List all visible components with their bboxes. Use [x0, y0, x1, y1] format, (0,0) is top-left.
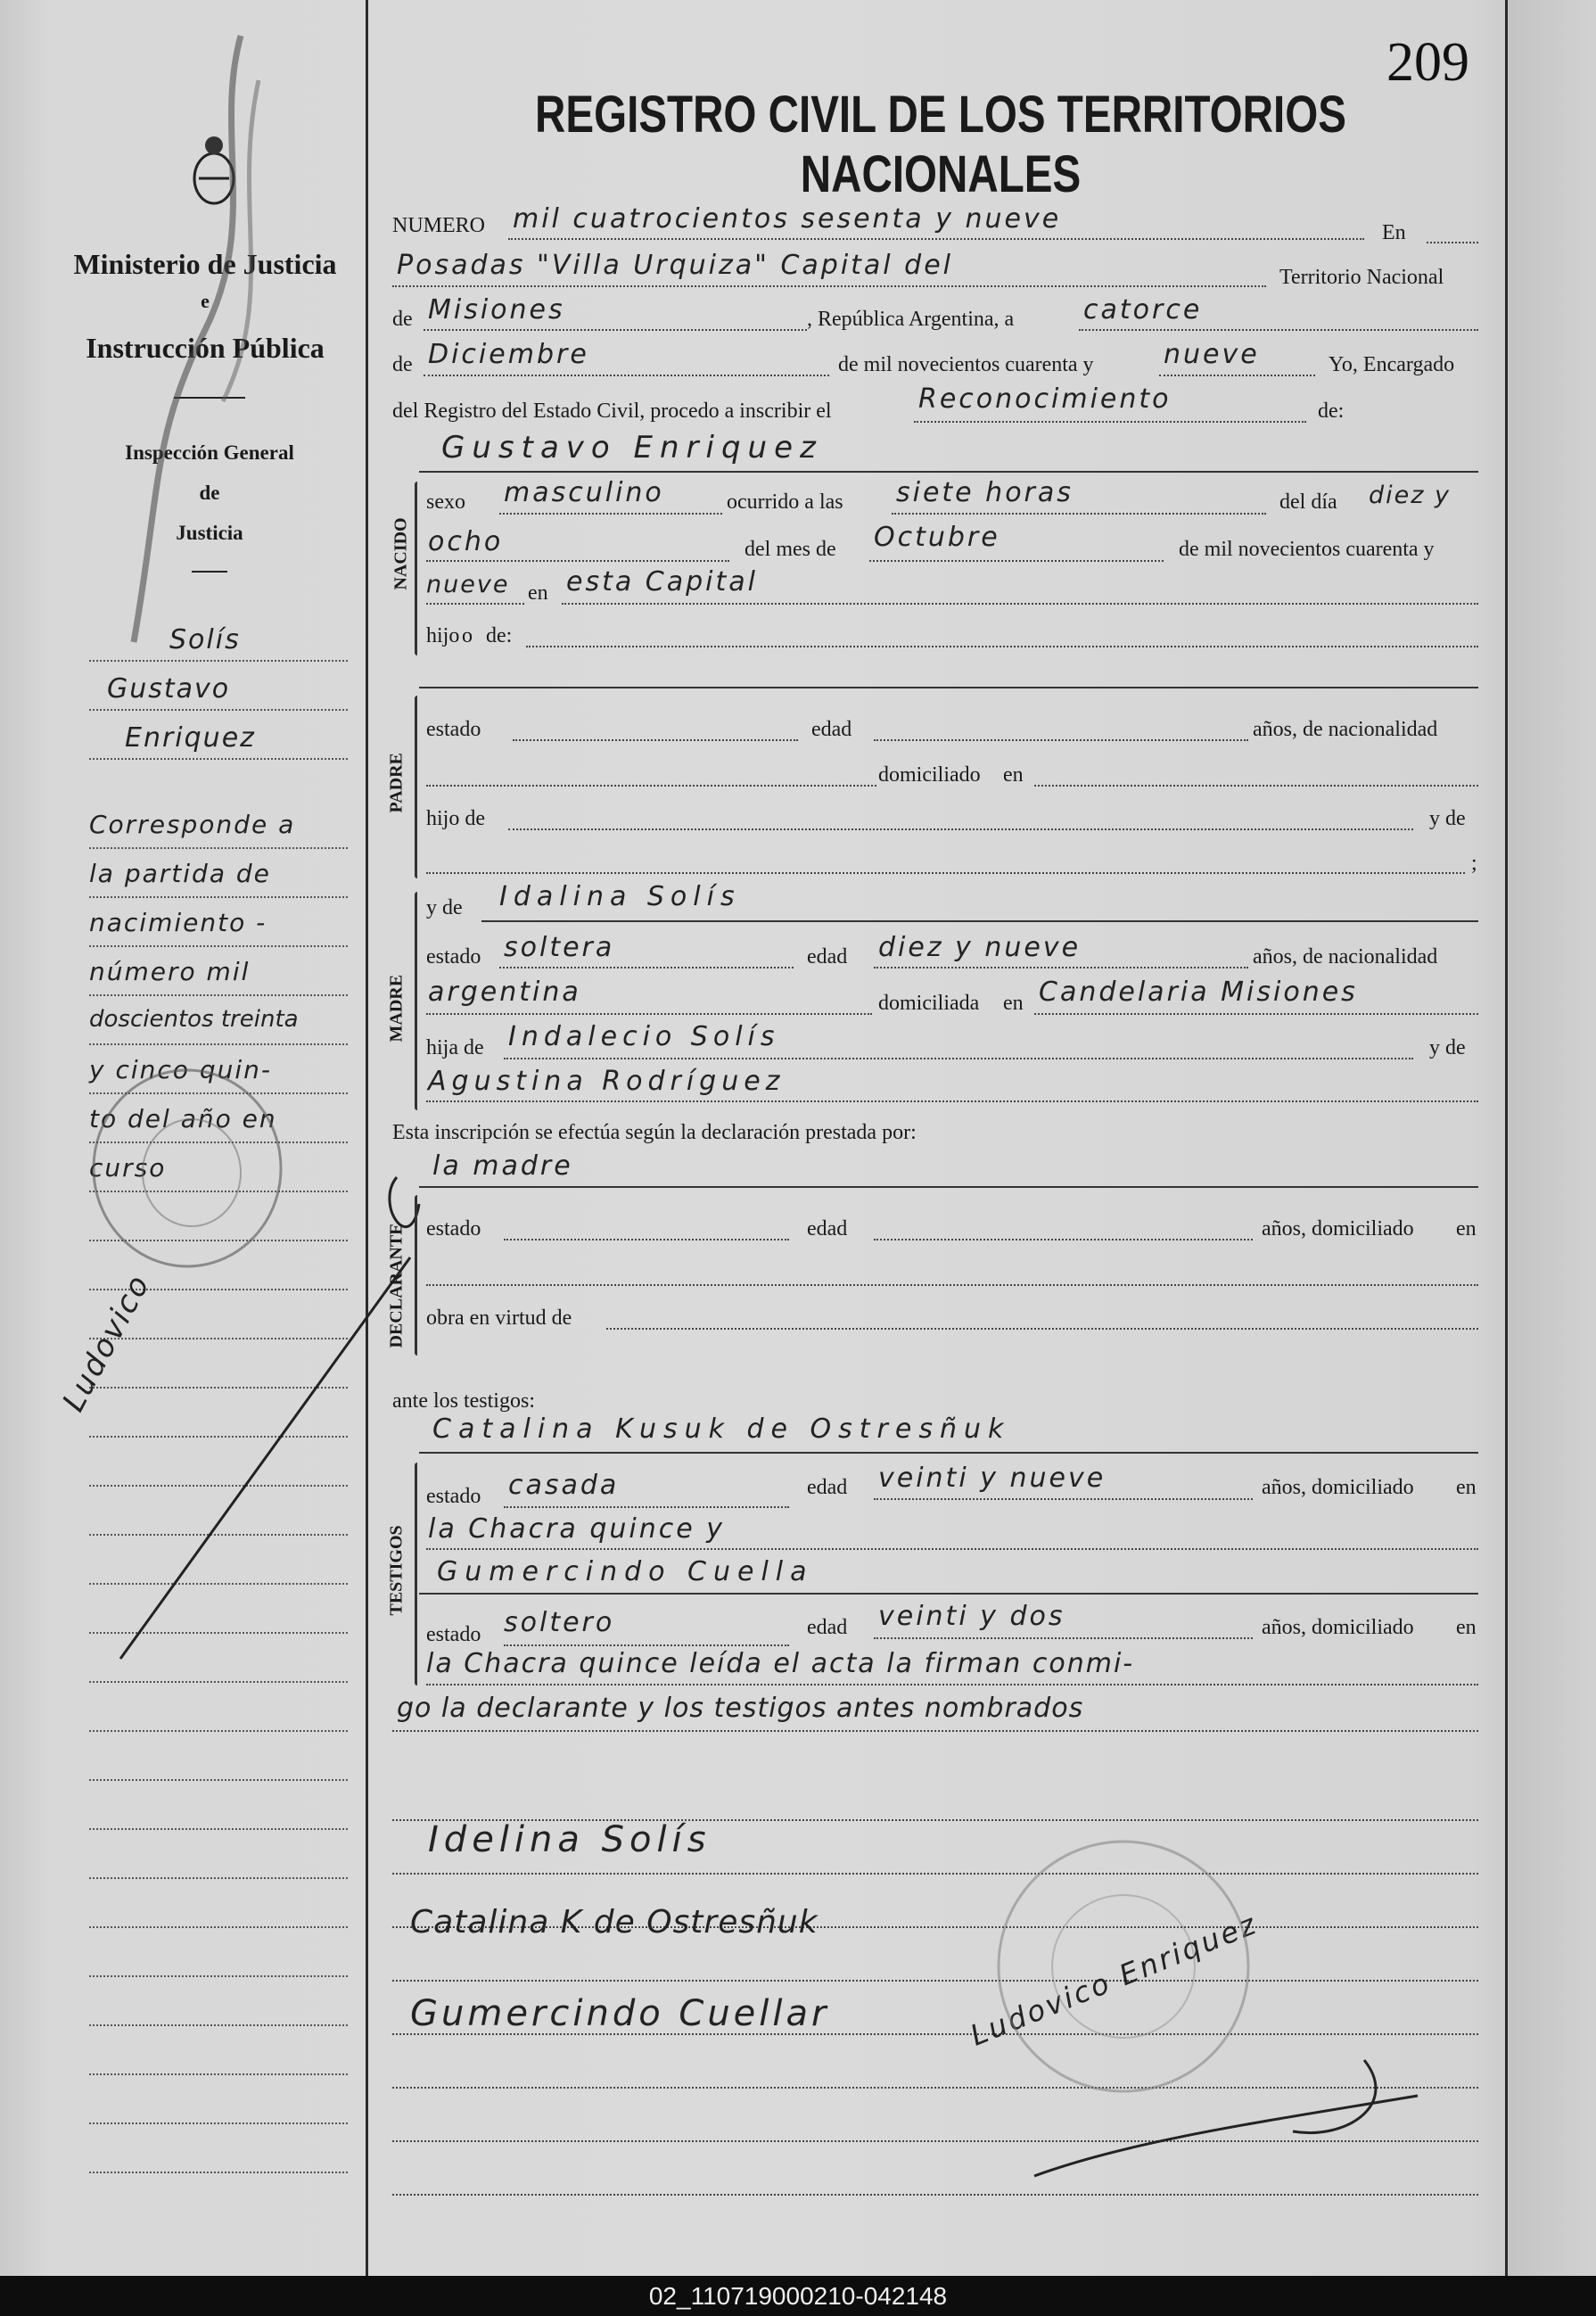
- madre-edad-value: diez y nueve: [878, 932, 1082, 963]
- madre-nationality-value: argentina: [428, 977, 581, 1008]
- nacido-place-value: esta Capital: [566, 566, 758, 598]
- margin-line-8: curso: [89, 1153, 167, 1183]
- year-value: nueve: [1164, 339, 1260, 370]
- margin-line-5: doscientos treinta: [89, 1006, 299, 1033]
- madre-father-value: Indalecio Solís: [508, 1021, 780, 1052]
- en-label: En: [1382, 221, 1406, 244]
- closing-text: go la declarante y los testigos antes nombrados: [397, 1693, 1084, 1724]
- padre-semicolon: ;: [1471, 852, 1477, 875]
- signature-4: Ludovico Enriquez: [965, 1906, 1263, 2053]
- act-value: Reconocimiento: [918, 383, 1172, 415]
- margin-line-1: Corresponde a: [89, 810, 296, 839]
- padre-domiciliado-label: domiciliado: [878, 763, 981, 787]
- del-dia-label: del día: [1279, 490, 1337, 514]
- madre-hija-de-label: hija de: [426, 1036, 484, 1059]
- signature-1: Idelina Solís: [428, 1819, 712, 1860]
- nacido-year-label: de mil novecientos cuarenta y: [1179, 538, 1435, 561]
- nacido-en-label: en: [528, 581, 548, 605]
- madre-section-label: MADRE: [386, 974, 407, 1043]
- signature-3: Gumercindo Cuellar: [410, 1993, 830, 2034]
- page-title: REGISTRO CIVIL DE LOS TERRITORIOS NACIONALES: [535, 86, 1346, 203]
- diagonal-ink-line-icon: [107, 1150, 428, 1668]
- pencil-scribble-icon: [107, 27, 285, 651]
- margin-signature: Ludovico: [55, 1268, 158, 1418]
- margin-surname: Solís: [169, 624, 241, 655]
- padre-estado-label: estado: [426, 718, 481, 741]
- padre-section-label: PADRE: [386, 753, 407, 813]
- madre-y-de-label: y de: [426, 896, 463, 919]
- inspection-line2: de: [199, 482, 220, 504]
- inspection-line1: Inspección General: [125, 441, 294, 464]
- child-name: Gustavo Enriquez: [441, 430, 823, 466]
- sexo-value: masculino: [504, 477, 664, 508]
- madre-edad-label: edad: [807, 945, 848, 968]
- page-number: 209: [1386, 32, 1469, 93]
- madre-estado-label: estado: [426, 945, 481, 968]
- w2-edad-value: veinti y dos: [878, 1601, 1065, 1632]
- month-value: Diciembre: [428, 339, 589, 370]
- testigos-section-label: TESTIGOS: [386, 1525, 407, 1616]
- day-value-a: diez y: [1369, 482, 1451, 509]
- ministry-line1: Ministerio de Justicia: [73, 248, 337, 280]
- year-label: de mil novecientos cuarenta y: [838, 353, 1094, 376]
- margin-line-4: número mil: [89, 957, 251, 986]
- signature-flourish-icon: [1025, 1962, 1436, 2185]
- declarante-section-label: DECLARANTE: [386, 1223, 407, 1348]
- padre-hijo-de-label: hijo de: [426, 807, 485, 830]
- nacido-year-value: nueve: [426, 571, 510, 598]
- madre-name-value: Idalina Solís: [499, 881, 741, 912]
- mes-label: del mes de: [745, 538, 836, 561]
- w2-domicile: la Chacra quince leída el acta la firman conmi-: [426, 1648, 1135, 1679]
- w2-anos-label: años, domiciliado: [1262, 1616, 1414, 1639]
- sexo-label: sexo: [426, 490, 465, 514]
- numero-value: mil cuatrocientos sesenta y nueve: [513, 203, 1062, 235]
- madre-domicile-value: Candelaria Misiones: [1039, 977, 1358, 1008]
- witness1-name: Catalina Kusuk de Ostresñuk: [432, 1414, 1011, 1445]
- numero-label: NUMERO: [392, 214, 486, 237]
- declarante-anos-label: años, domiciliado: [1262, 1217, 1414, 1240]
- w1-estado-label: estado: [426, 1485, 481, 1508]
- margin-given2: Enriquez: [125, 722, 256, 754]
- hijo-label: hijo: [426, 624, 460, 647]
- w2-en-label: en: [1456, 1616, 1477, 1639]
- ocurrido-label: ocurrido a las: [727, 490, 843, 514]
- margin-given1: Gustavo: [107, 673, 231, 705]
- declarante-estado-label: estado: [426, 1217, 481, 1240]
- madre-mother-value: Agustina Rodríguez: [428, 1066, 786, 1097]
- ministry-line3: Instrucción Pública: [86, 332, 325, 364]
- hour-value: siete horas: [896, 477, 1074, 508]
- padre-en-label: en: [1003, 763, 1024, 787]
- margin-line-7: to del año en: [89, 1104, 277, 1133]
- footer-image-id: 02_110719000210-042148: [648, 2282, 948, 2310]
- testigos-label: ante los testigos:: [392, 1389, 535, 1413]
- w1-estado-value: casada: [508, 1470, 620, 1501]
- madre-domiciliada-label: domiciliada: [878, 992, 980, 1015]
- obra-label: obra en virtud de: [426, 1306, 572, 1330]
- right-page-edge: [1505, 0, 1596, 2276]
- w2-estado-label: estado: [426, 1623, 481, 1646]
- hijo-suffix: o: [462, 624, 473, 647]
- w2-edad-label: edad: [807, 1616, 848, 1639]
- republica-label: , República Argentina, a: [807, 308, 1015, 331]
- ministry-line2: e: [201, 290, 210, 312]
- de3-label: de:: [1318, 400, 1345, 423]
- day-value: catorce: [1083, 294, 1203, 326]
- inspection-line3: Justicia: [176, 522, 243, 544]
- madre-anos-label: años, de nacionalidad: [1253, 945, 1438, 968]
- hijo-de-label: de:: [486, 624, 513, 647]
- padre-anos-label: años, de nacionalidad: [1253, 718, 1438, 741]
- margin-line-6: y cinco quin-: [89, 1055, 272, 1084]
- registro-label: del Registro del Estado Civil, procedo a inscribir el: [392, 400, 832, 423]
- day-value-b: ocho: [428, 526, 504, 557]
- margin-line-2: la partida de: [89, 859, 271, 888]
- madre-y-de2-label: y de: [1429, 1036, 1466, 1059]
- declaration-label: Esta inscripción se efectúa según la declaración prestada por:: [392, 1121, 917, 1144]
- declarante-en-label: en: [1456, 1217, 1477, 1240]
- w1-domicile: la Chacra quince y: [428, 1513, 725, 1545]
- w1-anos-label: años, domiciliado: [1262, 1476, 1414, 1499]
- territorio-label: Territorio Nacional: [1279, 266, 1444, 289]
- encargado-label: Yo, Encargado: [1329, 353, 1455, 376]
- w1-en-label: en: [1456, 1476, 1477, 1499]
- signature-2: Catalina K de Ostresñuk: [410, 1904, 819, 1941]
- madre-en-label: en: [1003, 992, 1024, 1015]
- w1-edad-label: edad: [807, 1476, 848, 1499]
- witness2-name: Gumercindo Cuella: [437, 1556, 814, 1587]
- place-value: Posadas "Villa Urquiza" Capital del: [397, 250, 954, 281]
- de2-label: de: [392, 353, 413, 376]
- padre-y-de-label: y de: [1429, 807, 1466, 830]
- padre-edad-label: edad: [811, 718, 852, 741]
- w2-estado-value: soltero: [504, 1607, 615, 1638]
- de-label: de: [392, 308, 413, 331]
- declarante-value: la madre: [432, 1150, 573, 1182]
- margin-line-3: nacimiento -: [89, 908, 267, 937]
- nacido-month-value: Octubre: [874, 522, 1000, 553]
- territory-value: Misiones: [428, 294, 565, 326]
- w1-edad-value: veinti y nueve: [878, 1463, 1107, 1494]
- declarante-edad-label: edad: [807, 1217, 848, 1240]
- madre-estado-value: soltera: [504, 932, 615, 963]
- nacido-section-label: NACIDO: [391, 517, 411, 590]
